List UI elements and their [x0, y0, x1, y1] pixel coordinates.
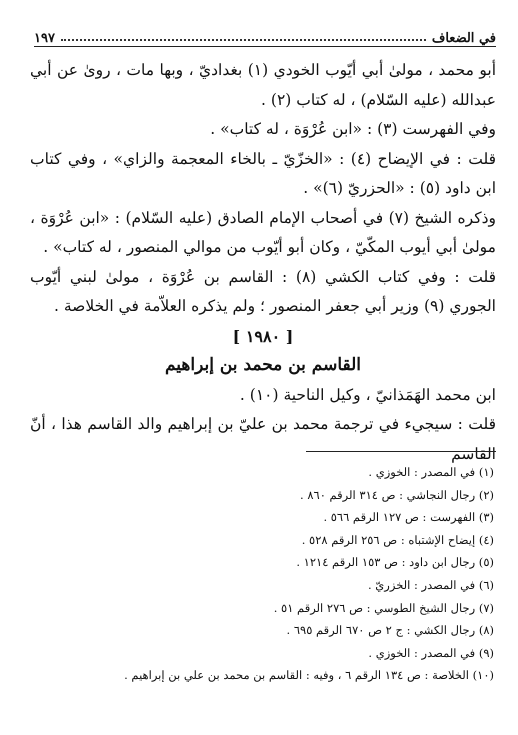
paragraph-5: قلت : وفي كتاب الكشي (٨) : القاسم بن عُرْوَة ، مولىٰ لبني أيّوب الجوري (٩) وزير أبي جعفر المنصور ؛ ولم يذكره العلاّمة في الخلاصة .: [30, 267, 496, 315]
footnotes: [20, 461, 494, 687]
running-title: في الضعاف: [431, 31, 496, 46]
footnote-item: (٧) رجال الشيخ الطوسي : ص ٢٧٦ الرقم ٥١ .: [273, 600, 494, 615]
footnote-item: (٦) في المصدر : الخزريّ .: [368, 577, 494, 592]
main-text: [30, 56, 496, 469]
footnote-item: (٩) في المصدر : الخوزي .: [368, 645, 494, 660]
header-leader-dots: [61, 39, 426, 41]
entry-number: [ ١٩٨٠ ]: [232, 326, 294, 346]
footnote-item: (٥) رجال ابن داود : ص ١٥٣ الرقم ١٢١٤ .: [296, 555, 494, 570]
paragraph-1: أبو محمد ، مولىٰ أبي أيّوب الخودي (١) بغداديّ ، وبها مات ، روىٰ عن أبي عبدالله (عليه السّلام) ، له كتاب (٢) .: [30, 61, 496, 109]
running-header: [34, 24, 496, 47]
footnote-item: (٤) إيضاح الإشتباه : ص ٢٥٦ الرقم ٥٢٨ .: [301, 532, 494, 547]
footnote-separator: [306, 451, 496, 452]
paragraph-6: ابن محمد الهَمَذانيّ ، وكيل الناحية (١٠) .: [239, 385, 496, 404]
page-number: ١٩٧: [34, 31, 55, 46]
paragraph-3: قلت : في الإيضاح (٤) : «الخزّيّ ـ بالخاء المعجمة والزاي» ، وفي كتاب ابن داود (٥) : «الحزريّ (٦)» .: [30, 149, 496, 197]
paragraph-7: قلت : سيجيء في ترجمة محمد بن عليّ بن إبراهيم والد القاسم هذا ، أنّ القاسم: [30, 415, 496, 463]
footnote-item: (٣) الفهرست : ص ١٢٧ الرقم ٥٦٦ .: [323, 510, 494, 525]
footnote-item: (١) في المصدر : الخوزي .: [368, 465, 494, 479]
paragraph-4: وذكره الشيخ (٧) في أصحاب الإمام الصادق (عليه السّلام) : «ابن عُرْوَة ، مولىٰ أبي أيوب المكّيّ ، وكان أبو أيّوب من موالي المنصور ، له كتاب» .: [30, 208, 496, 256]
footnote-item: (٢) رجال النجاشي : ص ٣١٤ الرقم ٨٦٠ .: [300, 487, 494, 502]
entry-title: القاسم بن محمد بن إبراهيم: [164, 355, 362, 375]
footnote-item: (٨) رجال الكشي : ج ٢ ص ٦٧٠ الرقم ٦٩٥ .: [286, 623, 494, 638]
footnote-item: (١٠) الخلاصة : ص ١٣٤ الرقم ٦ ، وفيه : القاسم بن محمد بن علي بن إبراهيم .: [124, 668, 494, 683]
paragraph-2: وفي الفهرست (٣) : «ابن عُرْوَة ، له كتاب» .: [210, 120, 496, 138]
